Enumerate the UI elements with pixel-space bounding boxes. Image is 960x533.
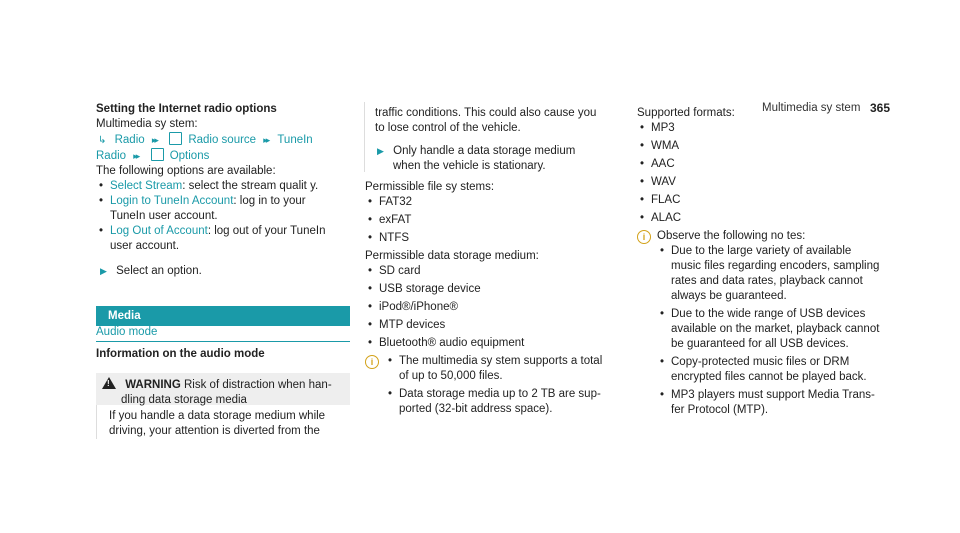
column-1 [96, 102, 350, 279]
warning-header: ! WARNING Risk of distraction when han- dling data storage media [96, 373, 350, 405]
warning-continued: traffic conditions. This could also cause you to lose control of the vehicle. ▶ Only handle a data storage medium when the vehicle is stationary. [364, 102, 629, 172]
double-chevron-icon: ▸▸ [263, 135, 269, 145]
warning-box [96, 373, 350, 439]
double-chevron-icon: ▸▸ [133, 151, 139, 161]
page-header-title: Multimedia sy stem [762, 102, 861, 114]
list-item: • MTP devices [365, 318, 619, 333]
info-icon: i [365, 355, 379, 369]
warning-body: If you handle a data storage medium while driving, your attention is diverted from the [96, 405, 350, 439]
action-step [100, 264, 350, 279]
list-item: • Data storage media up to 2 TB are sup- ported (32-bit address space). [385, 387, 619, 417]
formats-heading: Supported formats: [637, 107, 735, 119]
list-item: • USB storage device [365, 282, 619, 297]
list-item: • FLAC [637, 193, 897, 208]
filesystems-heading: Permissible file sy stems: [365, 181, 495, 193]
warning-label: WARNING [125, 379, 181, 391]
info-heading: Information on the audio mode [96, 348, 265, 360]
path-start-arrow-icon: ↳ [98, 135, 107, 146]
list-item: • FAT32 [365, 195, 619, 210]
subheading: Multimedia sy stem: [96, 118, 198, 130]
list-item: • Copy-protected music files or DRM encrypted files cannot be played back. [657, 355, 897, 385]
list-item: • MP3 players must support Media Trans- fer Protocol (MTP). [657, 388, 897, 418]
options-list [96, 179, 350, 254]
action-arrow-icon: ▶ [377, 146, 384, 156]
audio-mode-title: Audio mode [96, 325, 350, 342]
list-item: • Due to the large variety of available music files regarding encoders, sampling rates and data rates, playback cannot always be guaranteed. [657, 244, 897, 304]
path-step-radio-source: Radio source [188, 134, 257, 146]
section-heading: Setting the Internet radio options [96, 103, 277, 115]
list-item: • iPod®/iPhone® [365, 300, 619, 315]
double-chevron-icon: ▸▸ [151, 135, 157, 145]
path-step-radio-2: Radio [96, 150, 127, 162]
list-item: • WAV [637, 175, 897, 190]
action-arrow-icon: ▶ [100, 266, 107, 276]
list-item: • The multimedia sy stem supports a total of up to 50,000 files. [385, 354, 619, 384]
option-name: Select Stream [110, 180, 183, 192]
list-item: • Log Out of Account: log out of your TuneIn user account. [96, 224, 350, 254]
column-2 [365, 180, 619, 417]
media-list [365, 264, 619, 351]
path-step-radio: Radio [114, 134, 145, 146]
navigation-path-cont [96, 148, 350, 164]
action-text: Select an option. [116, 265, 202, 277]
column-3 [637, 106, 897, 418]
list-item: • Bluetooth® audio equipment [365, 336, 619, 351]
list-item: • SD card [365, 264, 619, 279]
formats-list [637, 121, 897, 226]
list-item: • NTFS [365, 231, 619, 246]
list-item: • AAC [637, 157, 897, 172]
list-item: • WMA [637, 139, 897, 154]
info-icon: i [637, 230, 651, 244]
media-heading: Permissible data storage medium: [365, 250, 539, 262]
list-item: • Login to TuneIn Account: log in to your TuneIn user account. [96, 194, 350, 224]
radio-source-icon [169, 132, 182, 145]
action-step: ▶ Only handle a data storage medium [377, 145, 576, 157]
options-gear-icon [151, 148, 164, 161]
options-intro: The following options are available: [96, 165, 276, 177]
list-item: • MP3 [637, 121, 897, 136]
navigation-path [98, 132, 350, 148]
path-step-tunein: TuneIn [277, 134, 313, 146]
page-number: 365 [870, 101, 891, 115]
option-name: Log Out of Account [110, 225, 208, 237]
filesystems-list [365, 195, 619, 246]
list-item: • Select Stream: select the stream qualit y. [96, 179, 350, 194]
note-block: i Observe the following no tes: • Due to the large variety of available music files regarding encoders, sampling rates and data rates, playback cannot always be guaranteed. • Due to the wide range of USB devices available on the market, playback cannot be guaranteed for all USB devices. • Copy-protected music files or DRM encrypted files cannot be played back. • MP3 players must support Media Trans- fer Protocol (MTP). [637, 229, 897, 418]
list-item: • Due to the wide range of USB devices available on the market, playback cannot be guaranteed for all USB devices. [657, 307, 897, 352]
path-step-options: Options [169, 150, 210, 162]
list-item: • exFAT [365, 213, 619, 228]
warning-icon [102, 377, 116, 389]
section-bar-label: Media [108, 310, 141, 322]
note-block [365, 354, 619, 417]
section-bar-media [96, 306, 350, 326]
option-name: Login to TuneIn Account [110, 195, 234, 207]
list-item: • ALAC [637, 211, 897, 226]
